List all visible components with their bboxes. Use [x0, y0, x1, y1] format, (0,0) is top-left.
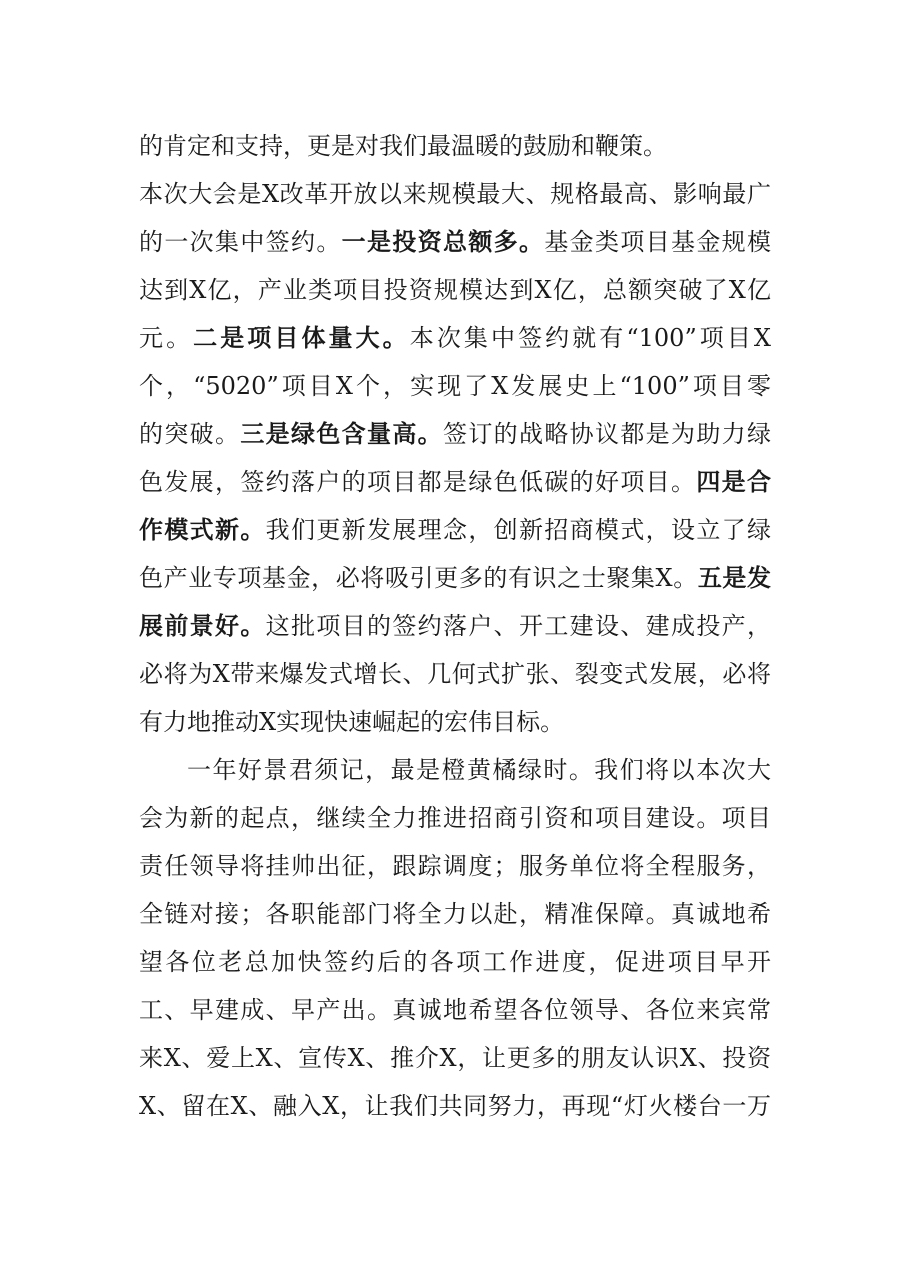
text-line-4: 达到X亿，产业类项目投资规模达到X亿，总额突破了X亿: [139, 276, 771, 304]
text-line-2: 本次大会是X改革开放以来规模最大、规格最高、影响最广: [139, 180, 771, 208]
text-line-5: 元。二是项目体量大。本次集中签约就有“100”项目X: [139, 323, 772, 352]
text-line-9: 作模式新。我们更新发展理念，创新招商模式，设立了绿: [139, 515, 772, 544]
text-line-12: 必将为X带来爆发式增长、几何式扩张、裂变式发展，必将: [139, 660, 771, 688]
bold-point-five-end: 展前景好。: [139, 611, 266, 640]
bold-point-two: 二是项目体量大。: [193, 323, 410, 352]
text-line-17: 全链对接；各职能部门将全力以赴，精准保障。真诚地希: [139, 900, 771, 928]
bold-point-three: 三是绿色含量高。: [240, 419, 444, 448]
text-line-21: X、留在X、融入X，让我们共同努力，再现“灯火楼台一万: [139, 1092, 771, 1120]
text-line-11: 展前景好。这批项目的签约落户、开工建设、建成投产，: [139, 611, 772, 640]
text-line-3: 的一次集中签约。一是投资总额多。基金类项目基金规模: [139, 227, 772, 256]
text-line-15: 会为新的起点，继续全力推进招商引资和项目建设。项目: [139, 804, 771, 832]
text-line-8: 色发展，签约落户的项目都是绿色低碳的好项目。四是合: [139, 467, 772, 496]
bold-point-four-start: 四是合: [696, 467, 772, 496]
text-line-7: 的突破。三是绿色含量高。签订的战略协议都是为助力绿: [139, 419, 772, 448]
text-line-18: 望各位老总加快签约后的各项工作进度，促进项目早开: [139, 948, 771, 976]
text-line-14: 一年好景君须记，最是橙黄橘绿时。我们将以本次大: [187, 756, 771, 784]
bold-point-one: 一是投资总额多。: [341, 227, 545, 256]
bold-point-five-start: 五是发: [697, 563, 772, 592]
bold-point-four-end: 作模式新。: [139, 515, 266, 544]
text-line-20: 来X、爱上X、宣传X、推介X，让更多的朋友认识X、投资: [139, 1044, 771, 1072]
text-line-1: 的肯定和支持，更是对我们最温暖的鼓励和鞭策。: [139, 132, 667, 160]
text-line-6: 个，“5020”项目X个，实现了X发展史上“100”项目零: [139, 372, 771, 400]
text-line-19: 工、早建成、早产出。真诚地希望各位领导、各位来宾常: [139, 996, 771, 1024]
text-line-16: 责任领导将挂帅出征，跟踪调度；服务单位将全程服务，: [139, 852, 771, 880]
text-line-10: 色产业专项基金，必将吸引更多的有识之士聚集X。五是发: [139, 563, 772, 592]
text-line-13: 有力地推动X实现快速崛起的宏伟目标。: [139, 708, 565, 736]
